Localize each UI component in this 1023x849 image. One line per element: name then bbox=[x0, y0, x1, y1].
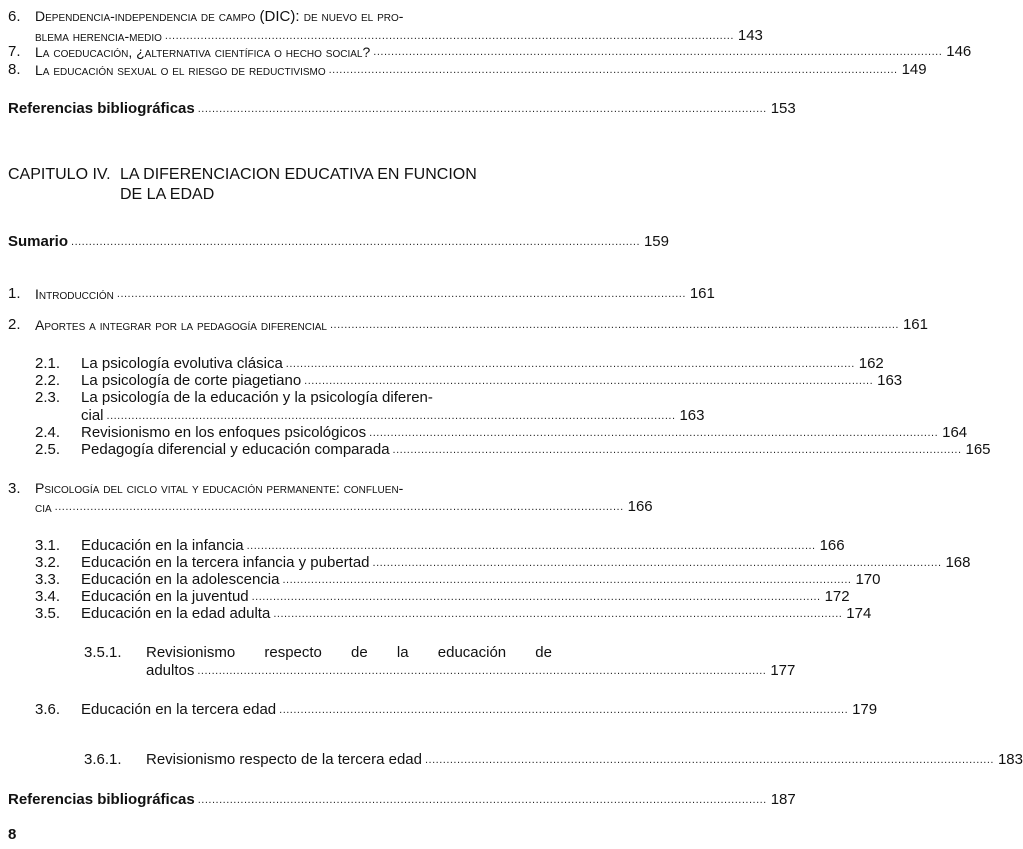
page-number: 174 bbox=[846, 605, 872, 622]
page-number: 146 bbox=[946, 43, 972, 60]
toc-entry-title: adultos bbox=[146, 662, 195, 679]
dot-leader: ................................................................................................................................................................ bbox=[373, 46, 943, 58]
page-number: 143 bbox=[737, 27, 763, 44]
folio-page-number: 8 bbox=[8, 826, 17, 843]
entry-number: 3. bbox=[8, 480, 21, 497]
toc-entry-title: La psicología de corte piagetiano bbox=[81, 372, 302, 389]
chapter-label: CAPITULO IV. bbox=[8, 166, 111, 183]
page-number: 163 bbox=[679, 407, 705, 424]
dot-leader: ................................................................................................................................................................ bbox=[197, 665, 767, 677]
toc-entry-title: Educación en la adolescencia bbox=[81, 571, 280, 588]
toc-entry-title: Introducción bbox=[35, 286, 114, 302]
toc-entry-title: Educación en la tercera infancia y pubertad bbox=[81, 554, 370, 571]
toc-section-3-5-1[interactable] bbox=[146, 662, 796, 679]
toc-entry-title: Aportes a integrar por la pedagogía diferencial bbox=[35, 317, 327, 333]
page-number: 163 bbox=[877, 372, 903, 389]
page-number: 153 bbox=[770, 100, 796, 117]
toc-entry-6-line1 bbox=[8, 8, 553, 25]
entry-title-part3: de nuevo el pro- bbox=[303, 8, 404, 24]
dot-leader: ................................................................................................................................................................ bbox=[282, 574, 852, 586]
entry-number: 7. bbox=[8, 43, 21, 60]
entry-number: 3.6.1. bbox=[84, 751, 122, 768]
toc-references-2[interactable] bbox=[8, 791, 796, 808]
entry-number: 3.5. bbox=[35, 605, 61, 622]
entry-number: 3.2. bbox=[35, 554, 61, 571]
dot-leader: ................................................................................................................................................................ bbox=[246, 540, 816, 552]
dot-leader: ................................................................................................................................................................ bbox=[304, 375, 874, 387]
toc-entry-title: Referencias bibliográficas bbox=[8, 791, 195, 808]
page-number: 161 bbox=[689, 285, 715, 302]
toc-section-3-1[interactable] bbox=[35, 537, 845, 554]
page-number: 183 bbox=[997, 751, 1023, 768]
toc-section-3-4[interactable] bbox=[35, 588, 850, 605]
page-number: 168 bbox=[945, 554, 971, 571]
entry-number: 1. bbox=[8, 285, 21, 302]
toc-entry-title: Sumario bbox=[8, 233, 69, 250]
dot-leader: ................................................................................................................................................................ bbox=[197, 794, 767, 806]
page-number: 165 bbox=[965, 441, 991, 458]
dot-leader: ................................................................................................................................................................ bbox=[279, 704, 849, 716]
entry-number: 3.4. bbox=[35, 588, 61, 605]
entry-title-part1: La psicología de la educación y la psicología diferen- bbox=[81, 389, 433, 406]
toc-section-3-line1 bbox=[8, 480, 576, 497]
entry-number: 2.2. bbox=[35, 372, 61, 389]
dot-leader: ................................................................................................................................................................ bbox=[54, 501, 624, 513]
chapter-title-line2: DE LA EDAD bbox=[120, 186, 215, 203]
entry-number: 2.3. bbox=[35, 389, 61, 406]
toc-entry-title: Revisionismo respecto de la tercera edad bbox=[146, 751, 422, 768]
dot-leader: ................................................................................................................................................................ bbox=[424, 754, 994, 766]
page-number: 172 bbox=[824, 588, 850, 605]
entry-number: 2.5. bbox=[35, 441, 61, 458]
dot-leader: ................................................................................................................................................................ bbox=[372, 557, 942, 569]
page-number: 161 bbox=[902, 316, 928, 333]
entry-number: 3.5.1. bbox=[84, 644, 122, 661]
entry-number: 3.3. bbox=[35, 571, 61, 588]
toc-entry-6[interactable] bbox=[35, 27, 763, 44]
dot-leader: ................................................................................................................................................................ bbox=[273, 608, 843, 620]
toc-section-1[interactable] bbox=[8, 285, 715, 302]
toc-section-3-6[interactable] bbox=[35, 701, 878, 718]
entry-number: 3.6. bbox=[35, 701, 61, 718]
entry-number: 2.1. bbox=[35, 355, 61, 372]
toc-entry-title: Referencias bibliográficas bbox=[8, 100, 195, 117]
page-number: 179 bbox=[852, 701, 878, 718]
toc-entry-title: La coeducación, ¿alternativa científica o hecho social? bbox=[35, 44, 371, 60]
dot-leader: ................................................................................................................................................................ bbox=[116, 288, 686, 300]
page-number: 177 bbox=[770, 662, 796, 679]
entry-number: 8. bbox=[8, 61, 21, 78]
toc-section-2-5[interactable] bbox=[35, 441, 991, 458]
toc-entry-8[interactable] bbox=[8, 61, 927, 78]
entry-number: 6. bbox=[8, 8, 21, 25]
toc-entry-title: Educación en la infancia bbox=[81, 537, 244, 554]
dot-leader: ................................................................................................................................................................ bbox=[369, 427, 939, 439]
toc-references-1[interactable] bbox=[8, 100, 796, 117]
page-number: 149 bbox=[901, 61, 927, 78]
toc-entry-title: La psicología evolutiva clásica bbox=[81, 355, 283, 372]
page-number: 170 bbox=[855, 571, 881, 588]
toc-entry-title: Pedagogía diferencial y educación comparada bbox=[81, 441, 390, 458]
dot-leader: ................................................................................................................................................................ bbox=[251, 591, 821, 603]
toc-entry-title: cia bbox=[35, 499, 52, 515]
toc-section-3-5-1-line1 bbox=[84, 644, 552, 661]
page-number: 166 bbox=[819, 537, 845, 554]
entry-title-part1: Revisionismo respecto de la educación de bbox=[146, 644, 552, 661]
toc-section-3-3[interactable] bbox=[35, 571, 881, 588]
toc-entry-title: Educación en la juventud bbox=[81, 588, 249, 605]
entry-number: 3.1. bbox=[35, 537, 61, 554]
page-number: 187 bbox=[770, 791, 796, 808]
toc-entry-title: La educación sexual o el riesgo de reductivismo bbox=[35, 62, 326, 78]
toc-entry-title: cial bbox=[81, 407, 104, 424]
toc-entry-title: Educación en la tercera edad bbox=[81, 701, 277, 718]
entry-title-part1: Psicología del ciclo vital y educación permanente: confluen- bbox=[35, 480, 404, 496]
dot-leader: ................................................................................................................................................................ bbox=[392, 444, 962, 456]
dot-leader: ................................................................................................................................................................ bbox=[330, 319, 899, 331]
page-number: 166 bbox=[627, 498, 653, 515]
page-number: 164 bbox=[942, 424, 968, 441]
chapter-title-line1: LA DIFERENCIACION EDUCATIVA EN FUNCION bbox=[120, 166, 477, 183]
dot-leader: ................................................................................................................................................................ bbox=[197, 103, 767, 115]
toc-section-2-3[interactable] bbox=[81, 407, 705, 424]
toc-section-3-6-1[interactable] bbox=[84, 751, 1023, 768]
dot-leader: ................................................................................................................................................................ bbox=[285, 358, 855, 370]
toc-section-2-2[interactable] bbox=[35, 372, 903, 389]
toc-section-3[interactable] bbox=[35, 498, 653, 515]
toc-section-2[interactable] bbox=[8, 316, 928, 333]
dot-leader: ................................................................................................................................................................ bbox=[71, 236, 640, 248]
toc-section-3-2[interactable] bbox=[35, 554, 971, 571]
toc-section-2-1[interactable] bbox=[35, 355, 884, 372]
toc-section-2-3-line1 bbox=[35, 389, 576, 406]
toc-entry-title: Educación en la edad adulta bbox=[81, 605, 271, 622]
dot-leader: ................................................................................................................................................................ bbox=[328, 64, 898, 76]
page-number: 162 bbox=[858, 355, 884, 372]
toc-entry-title: Revisionismo en los enfoques psicológicos bbox=[81, 424, 367, 441]
entry-title-part1: Dependencia-independencia de campo bbox=[35, 8, 256, 24]
entry-title-part2: (DIC): bbox=[259, 8, 300, 25]
page-number: 159 bbox=[643, 233, 669, 250]
entry-number: 2.4. bbox=[35, 424, 61, 441]
toc-entry-7[interactable] bbox=[8, 43, 972, 60]
toc-section-3-5[interactable] bbox=[35, 605, 872, 622]
dot-leader: ................................................................................................................................................................ bbox=[106, 410, 676, 422]
entry-number: 2. bbox=[8, 316, 21, 333]
dot-leader: ................................................................................................................................................................ bbox=[164, 30, 734, 42]
toc-section-2-4[interactable] bbox=[35, 424, 968, 441]
toc-sumario[interactable] bbox=[8, 233, 669, 250]
toc-entry-title: blema herencia-medio bbox=[35, 28, 162, 44]
chapter-heading bbox=[8, 165, 568, 205]
